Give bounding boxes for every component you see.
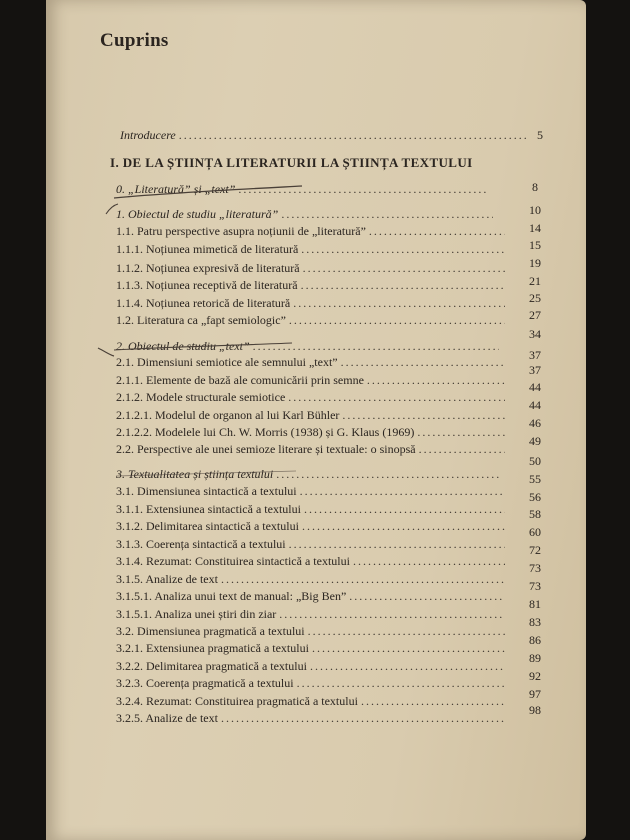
toc-entry-label: 1.2. Literatura ca „fapt semiologic”	[116, 313, 286, 327]
toc-entry	[116, 390, 508, 404]
toc-entry-label: 1. Obiectul de studiu „literatură”	[116, 207, 279, 221]
toc-page-number: 92	[529, 669, 541, 683]
toc-entry-label: 3.2.5. Analize de text	[116, 711, 218, 725]
leader-dots	[310, 659, 505, 673]
leader-dots	[303, 261, 505, 275]
leader-dots	[289, 313, 505, 327]
toc-entry-label: 2. Obiectul de studiu „text”	[116, 339, 250, 353]
leader-dots	[302, 519, 505, 533]
toc-entry	[116, 467, 502, 481]
toc-entry-label: 1.1.3. Noțiunea receptivă de literatură	[116, 278, 298, 292]
toc-page-number: 73	[529, 579, 541, 593]
toc-entry	[116, 296, 508, 310]
leader-dots	[301, 278, 505, 292]
toc-entry	[116, 484, 508, 498]
toc-page-number: 58	[529, 507, 541, 521]
toc-entry	[116, 261, 508, 275]
leader-dots	[279, 607, 505, 621]
toc-page-number: 81	[529, 597, 541, 611]
toc-entry-label: 3.1.5.1. Analiza unui text de manual: „Big Ben”	[116, 589, 347, 603]
leader-dots	[238, 182, 489, 196]
toc-entry-label: 2.2. Perspective ale unei semioze literare și textuale: o sinopsă	[116, 442, 416, 456]
toc-page-number: 34	[529, 327, 541, 341]
toc-entry	[116, 313, 508, 327]
toc-entry-label: 3.2.3. Coerența pragmatică a textului	[116, 676, 294, 690]
leader-dots	[419, 442, 505, 456]
leader-dots	[293, 296, 505, 310]
toc-entry-label: 3.2. Dimensiunea pragmatică a textului	[116, 624, 305, 638]
leader-dots	[179, 128, 529, 142]
leader-dots	[367, 373, 505, 387]
toc-entry	[116, 242, 508, 256]
toc-entry	[116, 694, 508, 708]
leader-dots	[342, 408, 505, 422]
leader-dots	[276, 467, 499, 481]
toc-page-number: 21	[529, 274, 541, 288]
toc-entry	[116, 554, 508, 568]
leader-dots	[253, 339, 499, 353]
toc-entry	[116, 537, 508, 551]
toc-entry	[116, 425, 508, 439]
toc-entry-label: 3.1.2. Delimitarea sintactică a textului	[116, 519, 299, 533]
toc-page-number: 37	[529, 348, 541, 362]
toc-page-number: 37	[529, 363, 541, 377]
leader-dots	[312, 641, 505, 655]
toc-entry-introducere	[120, 128, 532, 142]
leader-dots	[301, 242, 505, 256]
leader-dots	[300, 484, 505, 498]
toc-page-number: 44	[529, 398, 541, 412]
leader-dots	[349, 589, 505, 603]
leader-dots	[353, 554, 505, 568]
toc-entry-label: Introducere	[120, 128, 176, 142]
leader-dots	[361, 694, 505, 708]
toc-entry-label: 1.1.1. Noțiunea mimetică de literatură	[116, 242, 299, 256]
toc-entry	[116, 589, 508, 603]
toc-page-number: 27	[529, 308, 541, 322]
leader-dots	[308, 624, 505, 638]
toc-entry	[116, 355, 508, 369]
book-page	[46, 0, 586, 840]
toc-entry	[116, 224, 508, 238]
leader-dots	[289, 537, 505, 551]
toc-entry-label: 3.1.3. Coerența sintactică a textului	[116, 537, 286, 551]
toc-page-number: 55	[529, 472, 541, 486]
toc-entry-label: 0. „Literatură” și „text”	[116, 182, 236, 196]
toc-page-number: 56	[529, 490, 541, 504]
toc-entry	[116, 676, 508, 690]
toc-page-number: 19	[529, 256, 541, 270]
toc-entry	[116, 442, 508, 456]
toc-entry	[116, 607, 508, 621]
toc-entry	[116, 502, 508, 516]
leader-dots	[281, 207, 493, 221]
toc-entry-label: 3.1.1. Extensiunea sintactică a textului	[116, 502, 301, 516]
toc-page-number: 8	[532, 180, 538, 194]
toc-entry-label: 1.1.2. Noțiunea expresivă de literatură	[116, 261, 300, 275]
toc-page-number: 25	[529, 291, 541, 305]
leader-dots	[341, 355, 505, 369]
toc-page-number: 97	[529, 687, 541, 701]
section-title: I. DE LA ȘTIINȚA LITERATURII LA ȘTIINȚA TEXTULUI	[110, 155, 473, 170]
toc-entry-label: 3. Textualitatea și știința textului	[116, 467, 274, 481]
toc-page-number: 73	[529, 561, 541, 575]
leader-dots	[221, 572, 505, 586]
page-title: Cuprins	[100, 30, 169, 51]
toc-entry-label: 2.1.2.2. Modelele lui Ch. W. Morris (1938) și G. Klaus (1969)	[116, 425, 415, 439]
toc-entry-label: 3.1.5.1. Analiza unei știri din ziar	[116, 607, 277, 621]
toc-page-number: 5	[537, 128, 543, 142]
toc-entry-label: 3.1.4. Rezumat: Constituirea sintactică a textului	[116, 554, 350, 568]
toc-entry-label: 3.2.2. Delimitarea pragmatică a textului	[116, 659, 307, 673]
toc-entry-label: 3.2.1. Extensiunea pragmatică a textului	[116, 641, 309, 655]
toc-entry-label: 3.1. Dimensiunea sintactică a textului	[116, 484, 297, 498]
toc-page-number: 60	[529, 525, 541, 539]
leader-dots	[288, 390, 505, 404]
toc-page-number: 44	[529, 380, 541, 394]
toc-page-number: 86	[529, 633, 541, 647]
toc-page-number: 89	[529, 651, 541, 665]
toc-page-number: 50	[529, 454, 541, 468]
leader-dots	[297, 676, 505, 690]
toc-page-number: 46	[529, 416, 541, 430]
toc-entry	[116, 339, 502, 353]
toc-entry-label: 3.2.4. Rezumat: Constituirea pragmatică a textului	[116, 694, 358, 708]
toc-entry-label: 3.1.5. Analize de text	[116, 572, 218, 586]
toc-entry	[116, 624, 508, 638]
toc-entry	[116, 207, 496, 221]
toc-entry-label: 2.1.1. Elemente de bază ale comunicării prin semne	[116, 373, 364, 387]
toc-entry-label: 1.1. Patru perspective asupra noțiunii de „literatură”	[116, 224, 366, 238]
toc-entry	[116, 711, 508, 725]
toc-entry-label: 2.1.2.1. Modelul de organon al lui Karl Bühler	[116, 408, 340, 422]
toc-entry-label: 1.1.4. Noțiunea retorică de literatură	[116, 296, 291, 310]
toc-page-number: 83	[529, 615, 541, 629]
toc-entry	[116, 519, 508, 533]
toc-entry-label: 2.1.2. Modele structurale semiotice	[116, 390, 286, 404]
toc-page-number: 98	[529, 703, 541, 717]
toc-page-number: 10	[529, 203, 541, 217]
toc-page-number: 49	[529, 434, 541, 448]
toc-entry	[116, 659, 508, 673]
toc-page-number: 15	[529, 238, 541, 252]
toc-entry	[116, 572, 508, 586]
leader-dots	[417, 425, 505, 439]
toc-entry-label: 2.1. Dimensiuni semiotice ale semnului „text”	[116, 355, 338, 369]
leader-dots	[221, 711, 505, 725]
toc-page-number: 72	[529, 543, 541, 557]
leader-dots	[304, 502, 505, 516]
toc-entry	[116, 278, 508, 292]
toc-entry	[116, 373, 508, 387]
toc-entry	[116, 641, 508, 655]
toc-page-number: 14	[529, 221, 541, 235]
leader-dots	[369, 224, 505, 238]
toc-entry	[116, 182, 492, 196]
toc-entry	[116, 408, 508, 422]
